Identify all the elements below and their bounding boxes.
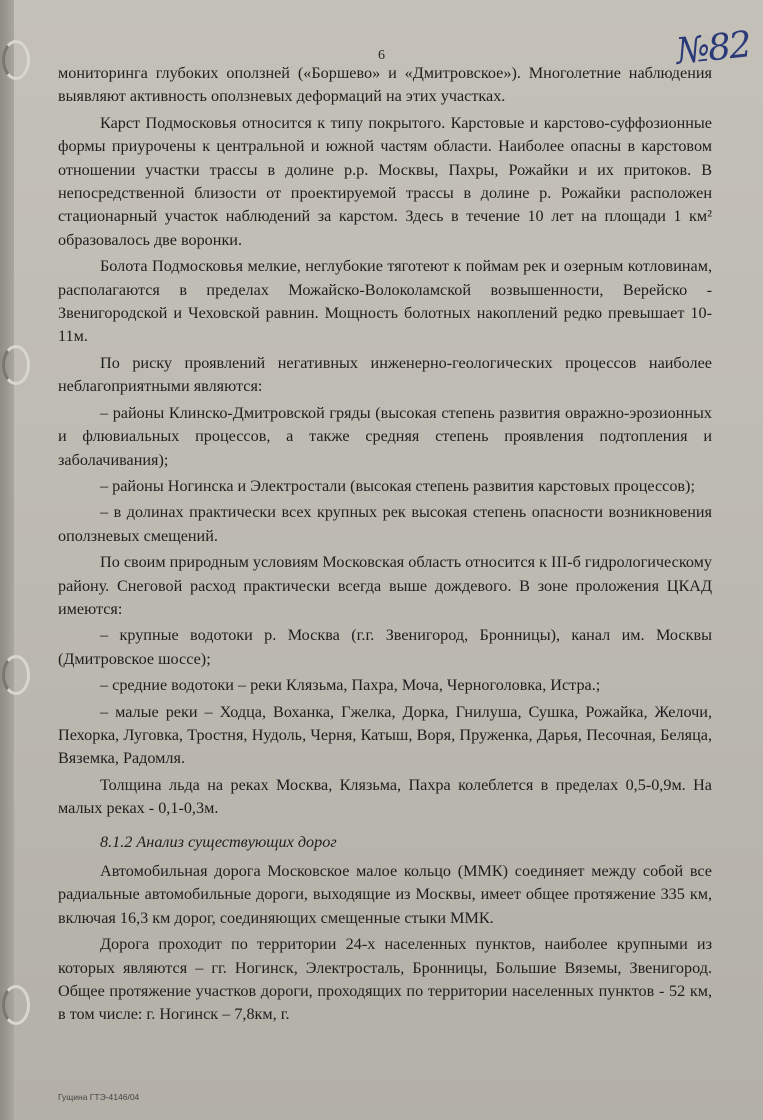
paragraph: Дорога проходит по территории 24-х населенных пунктов, наиболее крупными из которых являются – гг. Ногинск, Электросталь, Бронницы, Большие Вяземы, Звенигород. Общее протяжение участков дороги, проходящих по территории населенных пунктов - 52 км, в том числе: г. Ногинск – 7,8км, г. <box>58 935 712 1024</box>
paragraph: Толщина льда на реках Москва, Клязьма, Пахра колеблется в пределах 0,5-0,9м. На малых реках - 0,1-0,3м. <box>58 775 712 818</box>
paragraph: Автомобильная дорога Московское малое кольцо (ММК) соединяет между собой все радиальные автомобильные дороги, выходящие из Москвы, имеет общее протяжение 335 км, включая 16,3 км дорог, соединяющих смещенные стыки ММК. <box>58 862 712 927</box>
handwritten-note: №82 <box>674 24 752 73</box>
paragraph: По риску проявлений негативных инженерно-геологических процессов наиболее неблагоприятными являются: <box>58 353 712 396</box>
paragraph: По своим природным условиям Московская область относится к III-б гидрологическому району. Снеговой расход практически всегда выше дождевого. В зоне проложения ЦКАД имеются: <box>58 553 712 618</box>
list-item: – крупные водотоки р. Москва (г.г. Звенигород, Бронницы), канал им. Москвы (Дмитровское шоссе); <box>58 626 712 668</box>
paragraph: Болота Подмосковья мелкие, неглубокие тяготеют к поймам рек и озерным котловинам, располагаются в пределах Можайско-Волоколамской возвышенности, Верейско - Звенигородской и Чеховской равнин. Мощность болотных накоплений редко превышает 10-11м. <box>58 257 712 346</box>
list-item: – средние водотоки – реки Клязьма, Пахра, Моча, Черноголовка, Истра.; <box>100 676 601 695</box>
footer-stamp: Гущина ГТЭ-4146/04 <box>58 1092 140 1102</box>
list-item: – в долинах практически всех крупных рек высокая степень опасности возникновения оползневых смещений. <box>58 503 712 545</box>
paragraph: Карст Подмосковья относится к типу покрытого. Карстовые и карстово-суффозионные формы приурочены к центральной и южной частям области. Наиболее опасны в карстовом отношении участки трассы в долине р.р. Москвы, Пахры, Рожайки и их притоков. В непосредственной близости от проектируемой трассы в долине р. Рожайки расположен стационарный участок наблюдений за карстом. Здесь в течение 10 лет на площади 1 км² образовалось две воронки. <box>58 113 712 249</box>
list-item: – районы Клинско-Дмитровской гряды (высокая степень развития овражно-эрозионных и флювиальных процессов, а также средняя степень проявления подтопления и заболачивания); <box>58 403 712 469</box>
binding-edge <box>0 0 14 1120</box>
page-number: 6 <box>378 48 385 63</box>
binder-ring <box>2 345 30 385</box>
document-body <box>58 62 712 1030</box>
section-heading: 8.1.2 Анализ существующих дорог <box>100 832 337 851</box>
list-item: – районы Ногинска и Электростали (высокая степень развития карстовых процессов); <box>100 476 695 495</box>
list-item: – малые реки – Ходца, Воханка, Гжелка, Дорка, Гнилуша, Сушка, Рожайка, Желочи, Пехорка, Луговка, Тростня, Нудоль, Черня, Катыш, Воря, Пруженка, Дарья, Песочная, Беляца, Вяземка, Радомля. <box>58 702 712 768</box>
paragraph: мониторинга глубоких оползней («Боршево» и «Дмитровское»). Многолетние наблюдения выявляют активность оползневых деформаций на этих участках. <box>58 64 712 106</box>
binder-ring <box>2 985 30 1025</box>
binder-ring <box>2 655 30 695</box>
